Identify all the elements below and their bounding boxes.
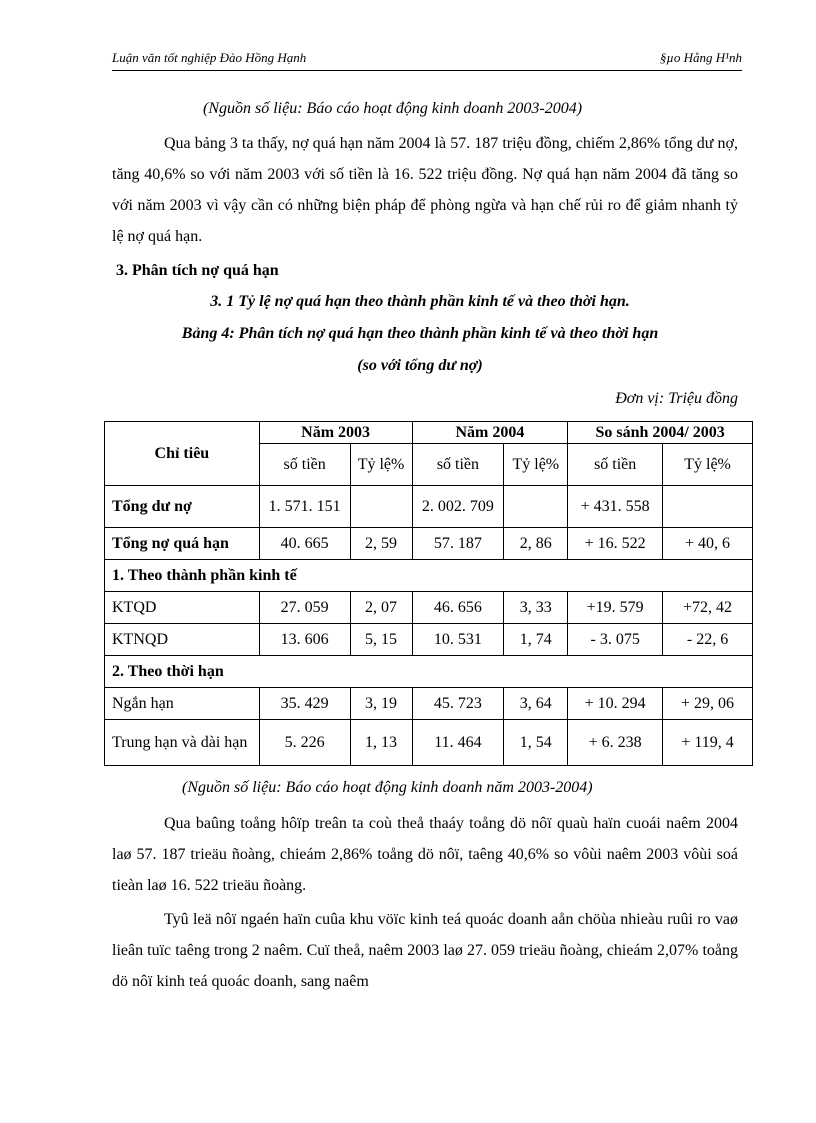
cell-ratio-2003 (350, 486, 412, 528)
cell-amount-2003: 40. 665 (259, 528, 350, 560)
table-subtitle: (so với tổng dư nợ) (357, 357, 483, 374)
cell-ratio-2003: 5, 15 (350, 624, 412, 656)
subsection-heading: 3. 1 Tỷ lệ nợ quá hạn theo thành phần kinh tế và theo thời hạn. (210, 293, 630, 310)
cell-ratio-2004: 3, 64 (504, 688, 568, 720)
col-indicator-header: Chỉ tiêu (105, 422, 260, 486)
cell-ratio-2004: 1, 74 (504, 624, 568, 656)
cell-amount-2004: 45. 723 (412, 688, 504, 720)
cell-amount-2003: 1. 571. 151 (259, 486, 350, 528)
cell-amount-2004: 10. 531 (412, 624, 504, 656)
table-title: Bảng 4: Phân tích nợ quá hạn theo thành phần kinh tế và theo thời hạn (181, 325, 659, 342)
cell-ratio-compare (663, 486, 753, 528)
sub-ratio-2004: Tỷ lệ% (504, 444, 568, 486)
cell-ratio-compare: +72, 42 (663, 592, 753, 624)
cell-ratio-2004: 2, 86 (504, 528, 568, 560)
paragraph-1: Qua bảng 3 ta thấy, nợ quá hạn năm 2004 là 57. 187 triệu đồng, chiếm 2,86% tổng dư nợ, tăng 40,6% so với năm 2003 với số tiền là 16. 522 triệu đồng. Nợ quá hạn năm 2004 đã tăng so với năm 2003 vì vậy cần có những biện pháp để phòng ngừa và hạn chế rủi ro để giảm nhanh tỷ lệ nợ quá hạn. (112, 135, 738, 245)
overdue-debt-table (104, 421, 753, 766)
sub-amount-2004: số tiền (412, 444, 504, 486)
cell-ratio-2004: 1, 54 (504, 720, 568, 766)
header-right: §µo Hång H¹nh (659, 50, 742, 65)
cell-ratio-compare: + 40, 6 (663, 528, 753, 560)
table-row (105, 592, 753, 624)
col-2003-header: Năm 2003 (259, 422, 412, 444)
table-row (105, 624, 753, 656)
cell-ratio-compare: - 22, 6 (663, 624, 753, 656)
source-note-bottom: (Nguồn số liệu: Báo cáo hoạt động kinh doanh năm 2003-2004) (182, 779, 593, 796)
cell-ratio-compare: + 119, 4 (663, 720, 753, 766)
cell-amount-compare: + 431. 558 (568, 486, 663, 528)
col-2004-header: Năm 2004 (412, 422, 568, 444)
cell-ratio-compare: + 29, 06 (663, 688, 753, 720)
header-left: Luận văn tốt nghiệp Đào Hồng Hạnh (112, 50, 307, 65)
section-label: 2. Theo thời hạn (105, 656, 753, 688)
paragraph-3: Tyû leä nôï ngaén haïn cuûa khu vöïc kinh teá quoác doanh aån chöùa nhieàu ruûi ro vaø lieân tuïc taêng trong 2 naêm. Cuï theå, naêm 2003 laø 27. 059 trieäu ñoàng, chieám 2,07% toång dö nôï kinh teá quoác doanh, sang naêm (112, 911, 738, 990)
sub-amount-2003: số tiền (259, 444, 350, 486)
row-label: KTNQD (105, 624, 260, 656)
cell-amount-2003: 27. 059 (259, 592, 350, 624)
table-section-row (105, 560, 753, 592)
cell-ratio-2003: 2, 59 (350, 528, 412, 560)
cell-ratio-2004: 3, 33 (504, 592, 568, 624)
page-header (112, 50, 742, 71)
table-row (105, 528, 753, 560)
table-row (105, 486, 753, 528)
source-note-top: (Nguồn số liệu: Báo cáo hoạt động kinh doanh 2003-2004) (203, 100, 583, 117)
paragraph-2: Qua baûng toång hôïp treân ta coù theå thaáy toång dö nôï quaù haïn cuoái naêm 2004 laø 57. 187 trieäu ñoàng, chieám 2,86% toång dö nôï, taêng 40,6% so vôùi naêm 2003 vôùi soá tieàn laø 16. 522 trieäu ñoàng. (112, 815, 738, 894)
row-label: KTQD (105, 592, 260, 624)
cell-amount-2004: 2. 002. 709 (412, 486, 504, 528)
section-label: 1. Theo thành phần kinh tế (105, 560, 753, 592)
cell-amount-compare: + 6. 238 (568, 720, 663, 766)
cell-amount-2003: 35. 429 (259, 688, 350, 720)
row-label: Tổng nợ quá hạn (105, 528, 260, 560)
sub-ratio-compare: Tỷ lệ% (663, 444, 753, 486)
sub-ratio-2003: Tỷ lệ% (350, 444, 412, 486)
table-section-row (105, 656, 753, 688)
cell-amount-compare: + 16. 522 (568, 528, 663, 560)
table-header-row (105, 422, 753, 444)
cell-amount-2003: 5. 226 (259, 720, 350, 766)
cell-amount-2004: 57. 187 (412, 528, 504, 560)
sub-amount-compare: số tiền (568, 444, 663, 486)
cell-amount-2004: 11. 464 (412, 720, 504, 766)
row-label: Ngắn hạn (105, 688, 260, 720)
cell-ratio-2004 (504, 486, 568, 528)
unit-label: Đơn vị: Triệu đồng (615, 390, 738, 407)
cell-ratio-2003: 2, 07 (350, 592, 412, 624)
cell-amount-compare: +19. 579 (568, 592, 663, 624)
table-row (105, 688, 753, 720)
cell-amount-2003: 13. 606 (259, 624, 350, 656)
cell-ratio-2003: 3, 19 (350, 688, 412, 720)
cell-amount-compare: + 10. 294 (568, 688, 663, 720)
cell-ratio-2003: 1, 13 (350, 720, 412, 766)
col-compare-header: So sánh 2004/ 2003 (568, 422, 753, 444)
table-row (105, 720, 753, 766)
row-label: Trung hạn và dài hạn (105, 720, 260, 766)
cell-amount-compare: - 3. 075 (568, 624, 663, 656)
cell-amount-2004: 46. 656 (412, 592, 504, 624)
section-heading: 3. Phân tích nợ quá hạn (116, 262, 279, 279)
row-label: Tổng dư nợ (105, 486, 260, 528)
